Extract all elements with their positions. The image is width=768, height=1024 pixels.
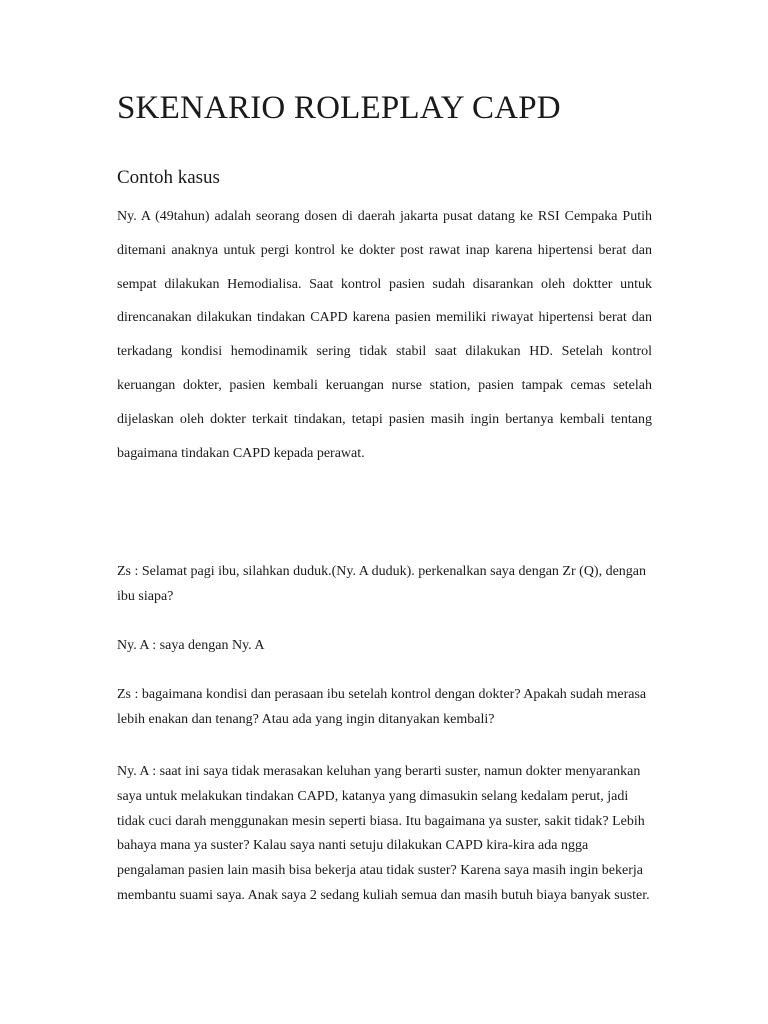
dialog-line: Ny. A : saya dengan Ny. A	[117, 638, 265, 653]
document-page	[117, 88, 652, 470]
section-heading: Contoh kasus	[117, 167, 220, 188]
dialog-line: Ny. A : saat ini saya tidak merasakan keluhan yang berarti suster, namun dokter menyarankan saya untuk melakukan tindakan CAPD, katanya yang dimasukin selang kedalam perut, jadi tidak cuci darah menggunakan mesin seperti biasa. Itu bagaimana ya suster, sakit tidak? Lebih bahaya mana ya suster? Kalau saya nanti setuju dilakukan CAPD kira-kira ada ngga pengalaman pasien lain masih bisa bekerja atau tidak suster? Karena saya masih ingin bekerja membantu suami saya. Anak saya 2 sedang kuliah semua dan masih butuh biaya banyak suster.	[117, 764, 650, 903]
case-paragraph: Ny. A (49tahun) adalah seorang dosen di daerah jakarta pusat datang ke RSI Cempaka Putih ditemani anaknya untuk pergi kontrol ke dokter post rawat inap karena hipertensi berat dan sempat dilakukan Hemodialisa. Saat kontrol pasien sudah disarankan oleh doktter untuk direncanakan dilakukan tindakan CAPD karena pasien memiliki riwayat hipertensi berat dan terkadang kondisi hemodinamik sering tidak stabil saat dilakukan HD. Setelah kontrol keruangan dokter, pasien kembali keruangan nurse station, pasien tampak cemas setelah dijelaskan oleh dokter terkait tindakan, tetapi pasien masih ingin bertanya kembali tentang bagaimana tindakan CAPD kepada perawat.	[117, 209, 652, 461]
dialog-line: Zs : bagaimana kondisi dan perasaan ibu setelah kontrol dengan dokter? Apakah sudah merasa lebih enakan dan tenang? Atau ada yang ingin ditanyakan kembali?	[117, 687, 647, 727]
document-title: SKENARIO ROLEPLAY CAPD	[117, 90, 561, 126]
dialog-line: Zs : Selamat pagi ibu, silahkan duduk.(Ny. A duduk). perkenalkan saya dengan Zr (Q), dengan ibu siapa?	[117, 564, 647, 604]
